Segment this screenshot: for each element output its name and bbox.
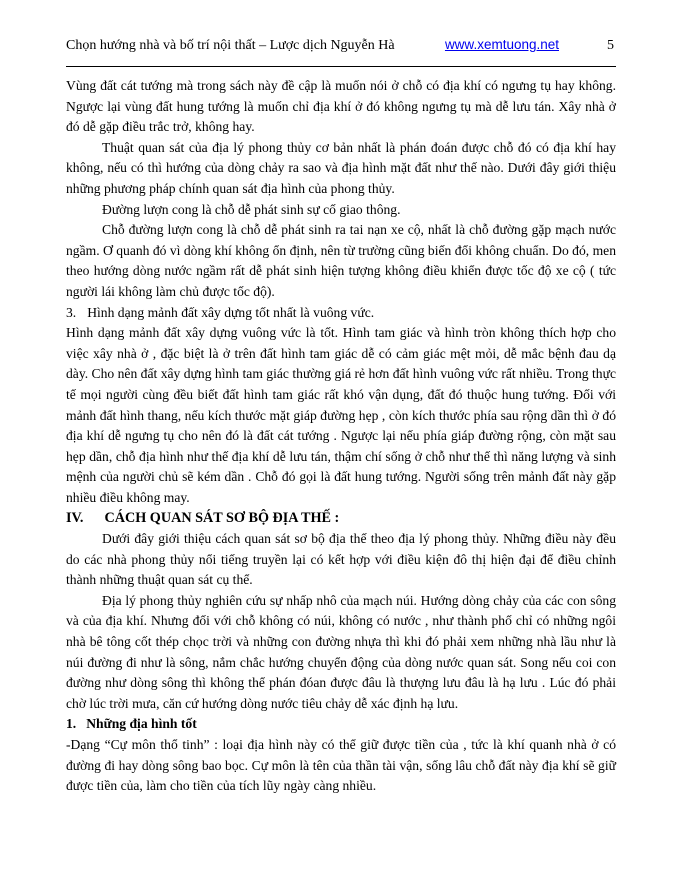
paragraph-section-intro: Dưới đây giới thiệu cách quan sát sơ bộ địa thế theo địa lý phong thủy. Những điều này đều do các nhà phong thủy nổi tiếng truyền lại có kết hợp với điều kiện đô thị hiện đại để điều chỉnh thành những thuật quan sát cụ thể. <box>66 531 616 588</box>
document-body <box>66 76 616 797</box>
page-number: 5 <box>607 38 614 53</box>
header-website-link[interactable]: www.xemtuong.net <box>444 37 559 52</box>
subsection-heading-1 <box>66 714 616 735</box>
paragraph-curved-road: Đường lượn cong là chỗ dễ phát sinh sự cố giao thông. <box>102 201 401 217</box>
section-heading-iv <box>66 508 616 529</box>
header-title: Chọn hướng nhà và bố trí nội thất – Lược dịch Nguyễn Hà <box>66 38 395 53</box>
paragraph-intro: Vùng đất cát tướng mà trong sách này đề cập là muốn nói ở chỗ có địa khí có ngưng tụ hay không. Ngược lại vùng đất hung tướng là muốn chỉ địa khí ở đó không ngưng tụ mà dễ lưu tán. Xây nhà ở đó dễ gặp điều trắc trở, không hay. <box>66 78 616 135</box>
paragraph-mountains-rivers: Địa lý phong thủy nghiên cứu sự nhấp nhô của mạch núi. Hướng dòng chảy của các con sông và của địa khí. Nhưng đối với chỗ không có núi, không có nước , như thành phố chỉ có những ngôi nhà bê tông cốt thép chọc trời và những con đường nhựa thì khi đó phải xem những nhà lầu như là núi đường đi như là sông, nắm chắc hướng chuyển động của dòng nước quan sát. Song nếu coi con đường như dòng sông thì không thể phán đóan được đâu là thượng lưu đâu là hạ lưu . Lúc đó phải chờ lúc trời mưa, căn cứ hướng dòng nước tiêu chảy dễ xác định hạ lưu. <box>66 592 616 711</box>
subsection-number: 1. <box>66 716 77 732</box>
paragraph-cu-mon: -Dạng “Cự môn thổ tinh” : loại địa hình này có thể giữ được tiền của , tức là khí quanh nhà ở có đường đi hay dòng sông bao bọc. Cự môn là tên của thần tài vận, sống lâu chỗ đất này địa khí sẽ giữ được tiền của, làm cho tiền của tích lũy ngày càng nhiều. <box>66 737 616 794</box>
header-divider <box>66 66 616 67</box>
section-title: CÁCH QUAN SÁT SƠ BỘ ĐỊA THẾ : <box>104 510 340 527</box>
paragraph-observation-method: Thuật quan sát của địa lý phong thủy cơ bản nhất là phán đoán được chỗ đó có địa khí hay không, nếu có thì hướng của dòng chảy ra sao và địa hình mặt đất như thế nào. Dưới đây giới thiệu những phương pháp chính quan sát địa hình của phong thủy. <box>66 139 616 196</box>
page-header <box>66 36 616 66</box>
subsection-title: Những địa hình tốt <box>86 716 197 732</box>
numbered-item-3 <box>66 303 616 324</box>
paragraph-traffic-accidents: Chỗ đường lượn cong là chỗ dễ phát sinh ra tai nạn xe cộ, nhất là chỗ đường gặp mạch nước ngầm. Ơ quanh đó vì dòng khí không ổn định, nên từ trường cũng biến đổi không chuẩn. Do đó, men theo hướng dòng nước ngầm rất dễ phát sinh hiện tượng không điều khiển được tốc độ xe cộ ( tức người lái không làm chủ được tốc độ). <box>66 222 616 299</box>
item-number: 3. <box>66 304 77 320</box>
paragraph-land-shape: Hình dạng mảnh đất xây dựng vuông vức là tốt. Hình tam giác và hình tròn không thích hợp cho việc xây nhà ở , đặc biệt là ở trên đất hình tam giác dễ có cảm giác mệt mỏi, dễ mắc bệnh đau dạ dày. Cho nên đất xây dựng hình tam giác thường giá rẻ hơn đất hình vuông vức rất nhiều. Trong thực tế mọi người cùng đều biết đất hình tam giác rất khó vận dụng, đất đó thuộc hung tướng. Đối với mảnh đất hình thang, nếu kích thước mặt giáp đường hẹp , còn kích thước phía sau rộng dần thì ở đó địa khí dễ ngưng tụ cho nên đó là đất cát tướng . Ngược lại nếu phía giáp đường rộng, còn mặt sau hẹp dần, chỗ địa hình như thế địa khí dễ lưu tán, thậm chí sống ở chỗ như thế thì năng lượng và sinh mệnh của người chủ sẽ kém dần . Chỗ đó gọi là đất hung tướng. Người sống trên mảnh đất này gặp nhiều điều không may. <box>66 325 616 505</box>
item-text: Hình dạng mảnh đất xây dựng tốt nhất là vuông vức. <box>87 304 375 320</box>
section-number: IV. <box>66 510 84 527</box>
